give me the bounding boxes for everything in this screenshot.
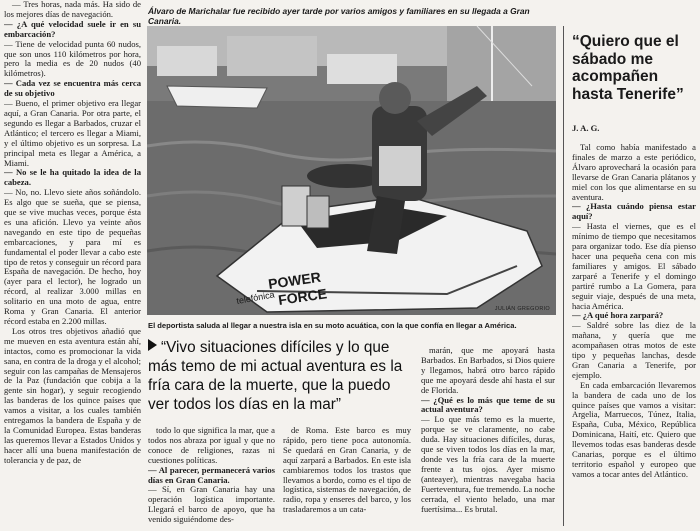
interview-question: — Cada vez se encuentra más cerca de su objetivo bbox=[4, 79, 141, 99]
interview-question: — ¿A qué hora zarpará? bbox=[572, 311, 696, 321]
interview-question: — No se le ha quitado la idea de la cabeza. bbox=[4, 168, 141, 188]
photo-credit: JULIÁN GREGORIO bbox=[494, 306, 550, 312]
paragraph: En cada embarcación llevaremos la bandera de cada uno de los quince países que vamos a visitar: Argelia, Marruecos, Túnez, Italia, España, Cuba, México, República Dominicana, Haití, etc. Quiero que llevemos todas esas banderas desde Canarias, porque es el último territorio español y europeo que vamos a tocar antes del Atlántico. bbox=[572, 379, 696, 479]
interview-question: — ¿A qué velocidad suele ir en su embarcación? bbox=[4, 20, 141, 40]
paragraph: de Roma. Este barco es muy rápido, pero tiene poca autonomía. Se quedará en Gran Canaria, y de aquí zarpará a Barbados. En este isla cambiaremos todos los trastos que llevamos a bordo, como es el tipo de logística, sistemas de navegación, de radio, ropa y enseres del barco, y los trasladaremos a un cata- bbox=[283, 426, 411, 515]
middle-column-3 bbox=[421, 346, 555, 531]
jetski-force-text: FORCE bbox=[277, 285, 328, 308]
photo-top-caption: Álvaro de Marichalar fue recibido ayer tarde por varios amigos y familiares en su llegada a Gran Canaria. bbox=[148, 6, 530, 26]
interview-question: — Al parecer, permanecerá varios días en Gran Canaria. bbox=[148, 466, 275, 486]
pull-quote-text: “Vivo situaciones difíciles y lo que más temo de mi actual aventura es la fría cara de la muerte, que la puedo ver todos los días en la mar” bbox=[148, 339, 403, 413]
paragraph: — Hasta el viernes, que es el mínimo de tiempo que necesitamos para organizar todo. Ese día pienso hacer una pequeña cena con mis familiares y amigos. El sábado zarparé a Tenerife y el domingo partiré rumbo a La Gomera, para seguir viaje, después de una meta, hacia América. bbox=[572, 222, 696, 311]
jetski-power-text: POWER bbox=[267, 268, 322, 292]
middle-column-1 bbox=[148, 426, 275, 531]
paragraph: — Bueno, el primer objetivo era llegar aquí, a Gran Canaria. Por otra parte, el segundo es llegar a Barbados, cruzar el Atlántico; el tercero es llegar a Miami, y el último objetivo es un sorpresa. La principal meta es llegar a América, a Miami. bbox=[4, 99, 141, 168]
interview-question: — ¿Hasta cuándo piensa estar aquí? bbox=[572, 202, 696, 222]
sidebar-byline: J. A. G. bbox=[572, 123, 600, 133]
left-interview-column bbox=[4, 0, 141, 531]
paragraph: — No, no. Llevo siete años soñándolo. Es algo que se sueña, que se piensa, que se vive muchas veces, porque ésta es una afición. Llevo ya veinte años navegando en este tipo de pequeñas embarcaciones, y para mí es fundamental el poder llevar a cabo este tipo de retos y conseguir un récord para España de navegación. De hecho, hoy (ayer para el lector), he logrado un récord, al realizar 3.000 millas en solitario en una moto de agua, entre Roma y Gran Canaria. El anterior récord estaba en 2.200 millas. bbox=[4, 188, 141, 327]
paragraph: — Saldré sobre las diez de la mañana, y quería que me acompañasen otras motos de este tipo y pequeñas lanchas, desde Gran Canaria a Tenerife, por ejemplo. bbox=[572, 321, 696, 380]
sidebar-body bbox=[572, 143, 696, 531]
paragraph: — Tres horas, nada más. Ha sido de los mejores días de navegación. bbox=[4, 0, 141, 19]
sidebar-headline: “Quiero que el sábado me acompañen hasta Tenerife” bbox=[572, 33, 684, 103]
paragraph: — Sí, en Gran Canaria hay una operación logística importante. Llegará el barco de apoyo, que ha venido siguiéndome des- bbox=[148, 485, 275, 525]
paragraph: marán, que me apoyará hasta Barbados. En Barbados, si Dios quiere y llegamos, habrá otro barco rápido que me apoyará desde ahí hasta el sur de Florida. bbox=[421, 346, 555, 395]
paragraph: — Tiene de velocidad punta 60 nudos, que son unos 110 kilómetros por hora, pero la media es de 20 nudos (40 kilómetros). bbox=[4, 40, 141, 80]
paragraph: Tal como había manifestado a finales de marzo a este periódico, Álvaro aprovechará la ocasión para llevarse de Gran Canaria plátanos y miel con los que alimentarse en su aventura. bbox=[572, 143, 696, 202]
jetski-sponsor-text: telefónica bbox=[235, 289, 276, 306]
middle-column-2 bbox=[283, 426, 411, 531]
paragraph: — Lo que más temo es la muerte, porque se ve claramente, no cabe duda. Hay situaciones difíciles, duras, que se viven todos los días en la mar, donde ves la fría cara de la muerte frente a tus ojos. Ayer mismo (anteayer), mientras navegaba hacia Fuerteventura, fue tremendo. La noche cerrada, el viento helado, una mar fuertísima... Es brutal. bbox=[421, 415, 555, 514]
pull-quote-arrow-icon bbox=[148, 339, 157, 351]
photo-bottom-caption: El deportista saluda al llegar a nuestra isla en su moto acuática, con la que confía en llegar a América. bbox=[148, 321, 517, 330]
paragraph: todo lo que significa la mar, que a todos nos abraza por igual y que no conoce de religiones, razas ni cuestiones políticas. bbox=[148, 426, 275, 465]
pull-quote bbox=[148, 338, 413, 414]
column-divider bbox=[563, 26, 564, 526]
jetski-photo-graphic bbox=[147, 26, 556, 315]
interview-question: — ¿Qué es lo más que teme de su actual aventura? bbox=[421, 396, 555, 416]
jetski-photo bbox=[147, 26, 556, 315]
paragraph: Los otros tres objetivos añadió que me mueven en esta aventura están ahí, intactos, como es promocionar la vida sana, en contra de la droga y el alcohol; seguir con las campañas de Mensajeros de la Paz (fundación que cobija a la gente sin hogar), y seguir recogiendo las banderas de los quince países que vamos a visitar, a los cuales también entregamos la bandera de España y de la Comunidad Europea. Estas banderas las queremos llevar a Estados Unidos y hacer allí una buena manifestación de tolerancia y de paz, de bbox=[4, 325, 141, 465]
